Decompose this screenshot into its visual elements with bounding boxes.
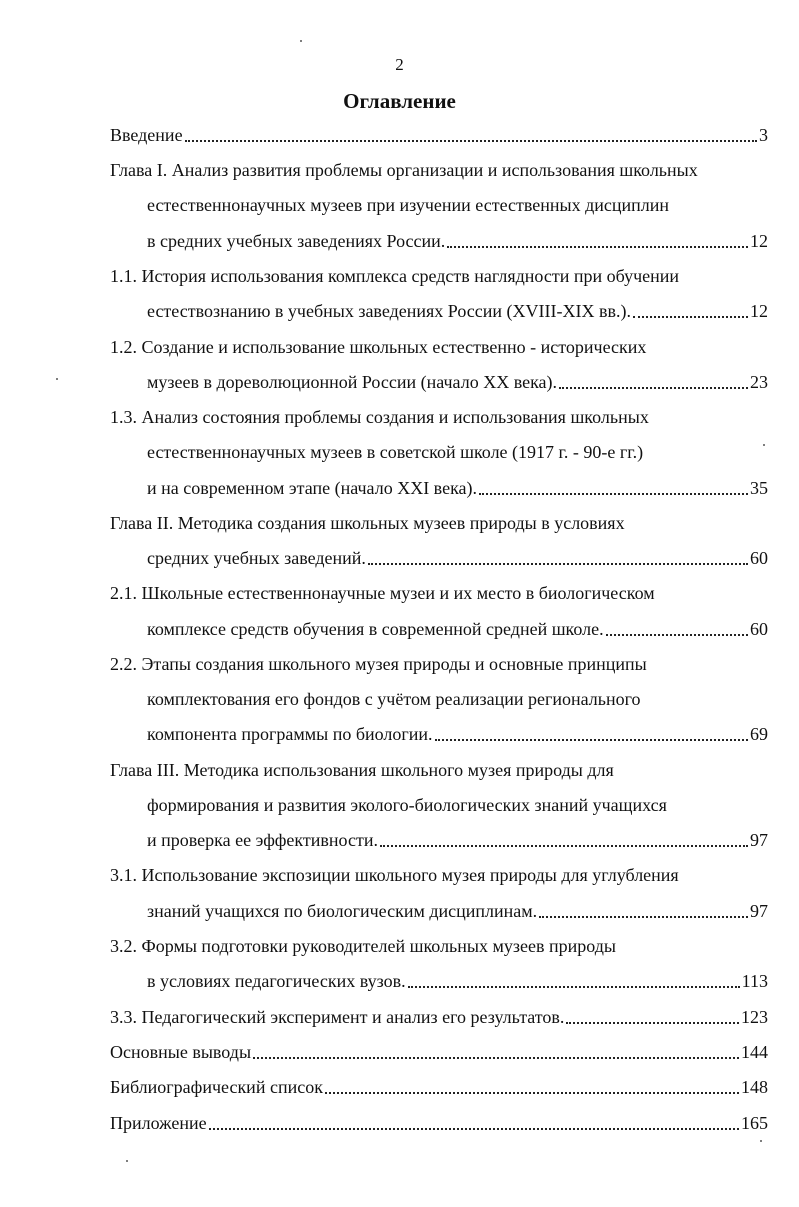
page-number: 2 <box>395 55 404 74</box>
dot-leader <box>253 1055 739 1059</box>
dot-leader <box>435 737 748 741</box>
toc-entry-section-1-2 <box>110 332 768 358</box>
toc-page-number: 60 <box>750 619 768 639</box>
toc-line: знаний учащихся по биологическим дисциплинам. <box>147 901 538 921</box>
toc-entry-chapter-1-cont <box>147 190 768 216</box>
toc-entry-chapter-3-end <box>147 825 768 851</box>
toc-entry-section-2-1-end <box>147 614 768 640</box>
toc-line: компонента программы по биологии. <box>147 724 433 744</box>
scan-speck <box>126 1160 128 1162</box>
toc-line: 1.2. Создание и использование школьных естественно - исторических <box>110 337 647 357</box>
toc-page-number: 60 <box>750 548 768 568</box>
toc-entry-appendix <box>110 1108 768 1134</box>
toc-entry-chapter-1-end <box>147 226 768 252</box>
dot-leader <box>380 843 748 847</box>
toc-entry-introduction <box>110 120 768 146</box>
toc-entry-section-2-2-cont <box>147 684 768 710</box>
toc-entry-section-3-2 <box>110 931 768 957</box>
toc-line: комплексе средств обучения в современной средней школе. <box>147 619 604 639</box>
toc-line: 2.1. Школьные естественнонаучные музеи и их место в биологическом <box>110 583 655 603</box>
toc-line: 3.2. Формы подготовки руководителей школьных музеев природы <box>110 936 616 956</box>
toc-line: и на современном этапе (начало XXI века). <box>147 478 478 498</box>
toc-line: Глава III. Методика использования школьного музея природы для <box>110 760 614 780</box>
dot-leader <box>559 385 748 389</box>
toc-page-number: 12 <box>750 231 768 251</box>
toc-line: формирования и развития эколого-биологических знаний учащихся <box>147 795 667 815</box>
dot-leader <box>185 138 757 142</box>
toc-entry-section-1-1 <box>110 261 768 287</box>
toc-line: естествознанию в учебных заведениях России (XVIII-XIX вв.). <box>147 301 631 321</box>
toc-page-number: 12 <box>750 301 768 321</box>
toc-entry-chapter-1 <box>110 155 768 181</box>
toc-line: в условиях педагогических вузов. <box>147 971 406 991</box>
toc-line: средних учебных заведений. <box>147 548 366 568</box>
toc-entry-section-3-2-end <box>147 966 768 992</box>
toc-line: Введение <box>110 125 183 145</box>
toc-line: 3.3. Педагогический эксперимент и анализ его результатов. <box>110 1007 565 1027</box>
page-title: Оглавление <box>343 89 456 113</box>
scan-speck <box>56 378 58 380</box>
toc-line: 1.1. История использования комплекса средств наглядности при обучении <box>110 266 680 286</box>
scan-speck <box>300 40 302 42</box>
dot-leader <box>633 314 748 318</box>
toc-page-number: 123 <box>741 1007 768 1027</box>
toc-line: музеев в дореволюционной России (начало XX века). <box>147 372 558 392</box>
toc-entry-section-3-1-end <box>147 896 768 922</box>
toc-line: Библиографический список <box>110 1077 323 1097</box>
dot-leader <box>566 1020 739 1024</box>
dot-leader <box>368 561 748 565</box>
toc-entry-chapter-3-cont <box>147 790 768 816</box>
toc-line: Глава I. Анализ развития проблемы организации и использования школьных <box>110 160 698 180</box>
toc-line: 2.2. Этапы создания школьного музея природы и основные принципы <box>110 654 647 674</box>
toc-page-number: 97 <box>750 830 768 850</box>
toc-line: естественнонаучных музеев в советской школе (1917 г. - 90-е гг.) <box>147 442 644 462</box>
toc-page-number: 165 <box>741 1113 768 1133</box>
toc-entry-conclusions <box>110 1037 768 1063</box>
toc-line: 3.1. Использование экспозиции школьного музея природы для углубления <box>110 865 679 885</box>
toc-entry-section-1-2-end <box>147 367 768 393</box>
dot-leader <box>447 244 748 248</box>
dot-leader <box>408 984 740 988</box>
toc-page-number: 144 <box>741 1042 768 1062</box>
toc-page-number: 69 <box>750 724 768 744</box>
toc-entry-section-2-1 <box>110 578 768 604</box>
dot-leader <box>209 1126 739 1130</box>
toc-entry-section-1-3-end <box>147 473 768 499</box>
toc-page-number: 3 <box>759 125 768 145</box>
scan-speck <box>760 1140 762 1142</box>
toc-entry-section-1-3 <box>110 402 768 428</box>
toc-line: в средних учебных заведениях России. <box>147 231 446 251</box>
toc-entry-section-1-3-cont <box>147 437 768 463</box>
dot-leader <box>479 491 748 495</box>
toc-entry-section-2-2-end <box>147 719 768 745</box>
toc-line: Глава II. Методика создания школьных музеев природы в условиях <box>110 513 625 533</box>
toc-line: Приложение <box>110 1113 207 1133</box>
toc-entry-section-3-1 <box>110 860 768 886</box>
toc-page-number: 97 <box>750 901 768 921</box>
toc-entry-chapter-2-end <box>147 543 768 569</box>
toc-entry-section-3-3 <box>110 1002 768 1028</box>
toc-line: комплектования его фондов с учётом реализации регионального <box>147 689 641 709</box>
toc-entry-chapter-3 <box>110 755 768 781</box>
dot-leader <box>539 914 748 918</box>
dot-leader <box>606 632 748 636</box>
toc-page-number: 113 <box>741 971 768 991</box>
toc-page-number: 23 <box>750 372 768 392</box>
scan-speck <box>763 444 765 446</box>
toc-page-number: 148 <box>741 1077 768 1097</box>
toc-line: естественнонаучных музеев при изучении естественных дисциплин <box>147 195 670 215</box>
toc-line: 1.3. Анализ состояния проблемы создания и использования школьных <box>110 407 649 427</box>
toc-entry-section-2-2 <box>110 649 768 675</box>
toc-line: и проверка ее эффективности. <box>147 830 378 850</box>
toc-entry-bibliography <box>110 1072 768 1098</box>
toc-line: Основные выводы <box>110 1042 252 1062</box>
toc-entry-chapter-2 <box>110 508 768 534</box>
toc-page-number: 35 <box>750 478 768 498</box>
dot-leader <box>325 1090 739 1094</box>
toc-entry-section-1-1-end <box>147 296 768 322</box>
